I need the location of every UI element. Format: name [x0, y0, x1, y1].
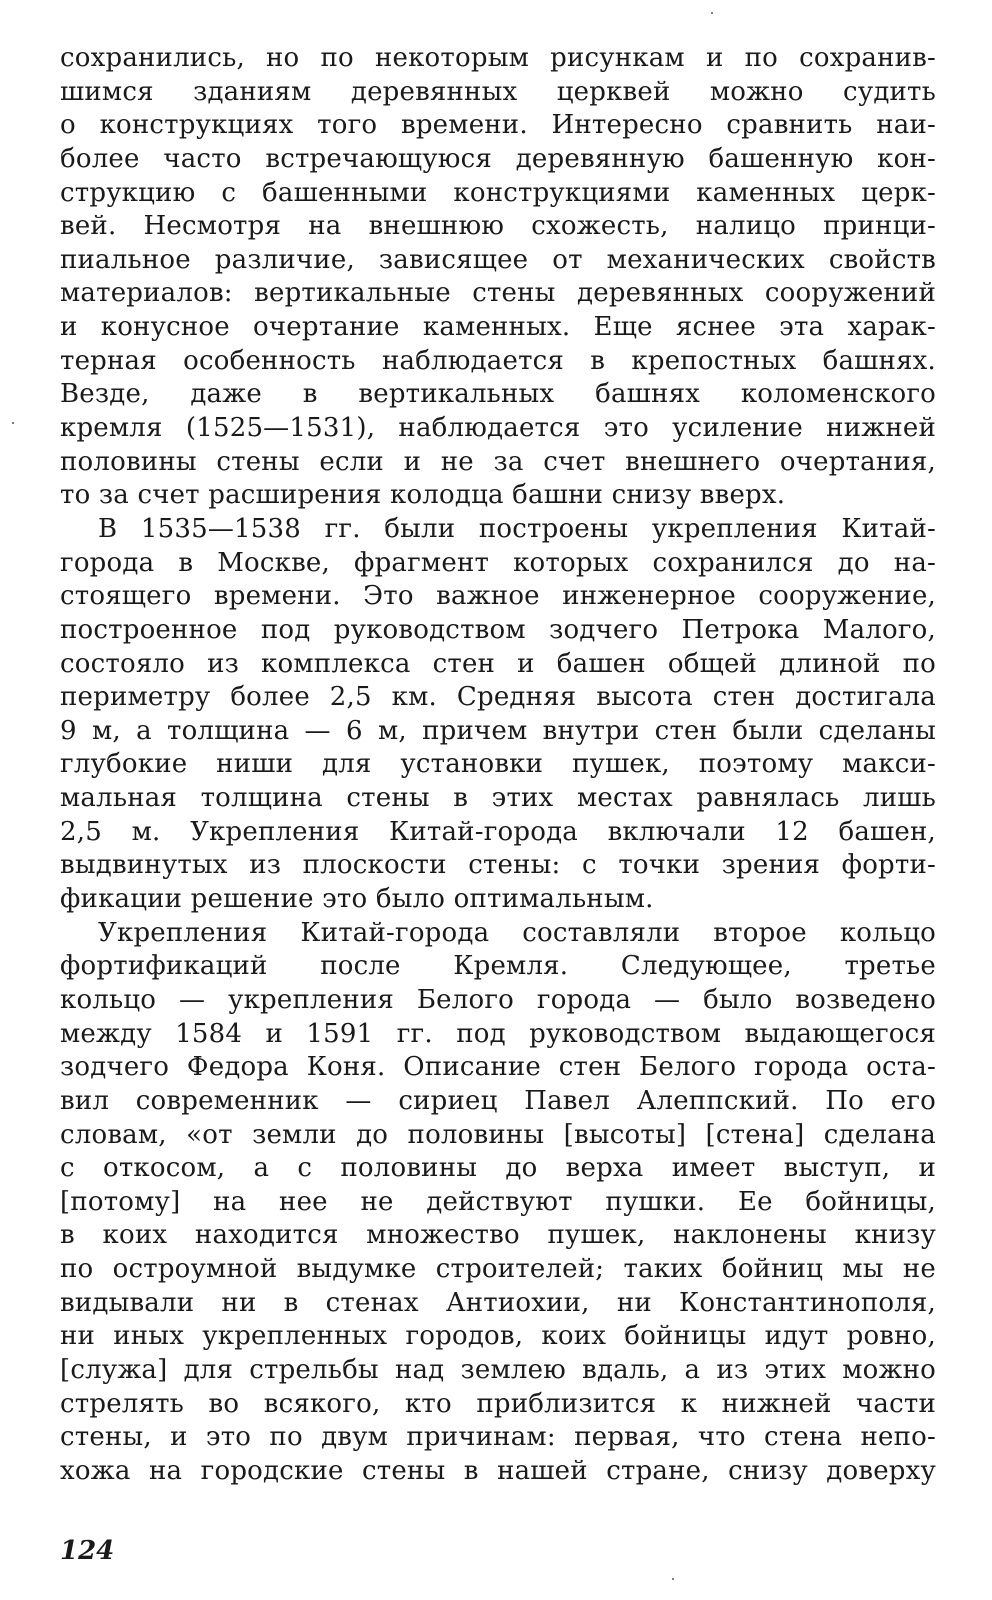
text-line: 2,5 м. Укрепления Китай-города включали 12 башен, — [60, 816, 936, 847]
text-line: фортификаций после Кремля. Следующее, третье — [60, 951, 936, 982]
text-line: струкцию с башенными конструкциями каменных церк- — [60, 177, 936, 208]
text-line: то за счет расширения колодца башни снизу вверх. — [60, 480, 786, 511]
text-line: кольцо — укрепления Белого города — было возведено — [60, 984, 936, 1015]
paragraph — [60, 513, 936, 917]
paragraph — [60, 917, 936, 1489]
text-line: кремля (1525—1531), наблюдается это усиление нижней — [60, 413, 936, 444]
text-line: В 1535—1538 гг. были построены укрепления Китай- — [98, 513, 936, 544]
body-text — [60, 42, 936, 1489]
text-line: [потому] на нее не действуют пушки. Ее бойницы, — [60, 1186, 936, 1217]
text-line: видывали ни в стенах Антиохии, ни Константинополя, — [60, 1287, 936, 1318]
text-line: стоящего времени. Это важное инженерное сооружение, — [60, 581, 936, 612]
print-speck — [711, 12, 713, 14]
page-number: 124 — [60, 1536, 115, 1566]
text-line: словам, «от земли до половины [высоты] [стена] сделана — [60, 1119, 936, 1150]
text-line: о конструкциях того времени. Интересно сравнить наи- — [60, 110, 936, 141]
text-line: материалов: вертикальные стены деревянных сооружений — [60, 278, 936, 309]
text-line: Укрепления Китай-города составляли второе кольцо — [98, 917, 936, 948]
text-line: сохранились, но по некоторым рисункам и по сохранив- — [60, 43, 936, 73]
text-line: города в Москве, фрагмент которых сохранился до на- — [60, 547, 936, 578]
text-line: с откосом, а с половины до верха имеет выступ, и — [60, 1153, 936, 1184]
text-line: глубокие ниши для установки пушек, поэтому макси- — [60, 749, 936, 780]
text-line: мальная толщина стены в этих местах равнялась лишь — [60, 783, 936, 814]
text-line: и конусное очертание каменных. Еще яснее эта харак- — [60, 312, 936, 343]
text-line: ни иных укрепленных городов, коих бойницы идут ровно, — [60, 1321, 936, 1352]
text-line: построенное под руководством зодчего Петрока Малого, — [60, 614, 936, 645]
text-line: хожа на городские стены в нашей стране, снизу доверху — [60, 1455, 936, 1486]
text-line: терная особенность наблюдается в крепостных башнях. — [60, 345, 936, 376]
text-line: половины стены если и не за счет внешнего очертания, — [60, 446, 936, 477]
print-speck — [672, 1578, 674, 1580]
text-line: периметру более 2,5 км. Средняя высота стен достигала — [60, 682, 936, 713]
paragraph — [60, 42, 936, 513]
text-line: Везде, даже в вертикальных башнях коломенского — [60, 379, 936, 410]
text-line: зодчего Федора Коня. Описание стен Белого города оста- — [60, 1052, 936, 1083]
text-line: по остроумной выдумке строителей; таких бойниц мы не — [60, 1254, 936, 1285]
text-line: между 1584 и 1591 гг. под руководством выдающегося — [60, 1018, 936, 1049]
print-speck — [12, 422, 14, 424]
text-line: стрелять во всякого, кто приблизится к нижней части — [60, 1388, 936, 1419]
text-line: более часто встречающуюся деревянную башенную кон- — [60, 143, 936, 174]
text-line: фикации решение это было оптимальным. — [60, 884, 654, 915]
text-line: вей. Несмотря на внешнюю схожесть, налицо принци- — [60, 211, 936, 242]
text-line: состояло из комплекса стен и башен общей длиной по — [60, 648, 936, 679]
text-line: в коих находится множество пушек, наклонены книзу — [60, 1220, 936, 1251]
text-line: выдвинутых из плоскости стены: с точки зрения форти- — [60, 850, 936, 881]
text-line: вил современник — сириец Павел Алеппский. По его — [60, 1085, 936, 1116]
text-line: шимся зданиям деревянных церквей можно судить — [60, 76, 936, 107]
text-line: стены, и это по двум причинам: первая, что стена непо- — [60, 1422, 936, 1453]
text-line: 9 м, а толщина — 6 м, причем внутри стен были сделаны — [60, 715, 936, 746]
text-line: [служа] для стрельбы над землею вдаль, а из этих можно — [60, 1354, 936, 1385]
text-line: пиальное различие, зависящее от механических свойств — [60, 244, 936, 275]
